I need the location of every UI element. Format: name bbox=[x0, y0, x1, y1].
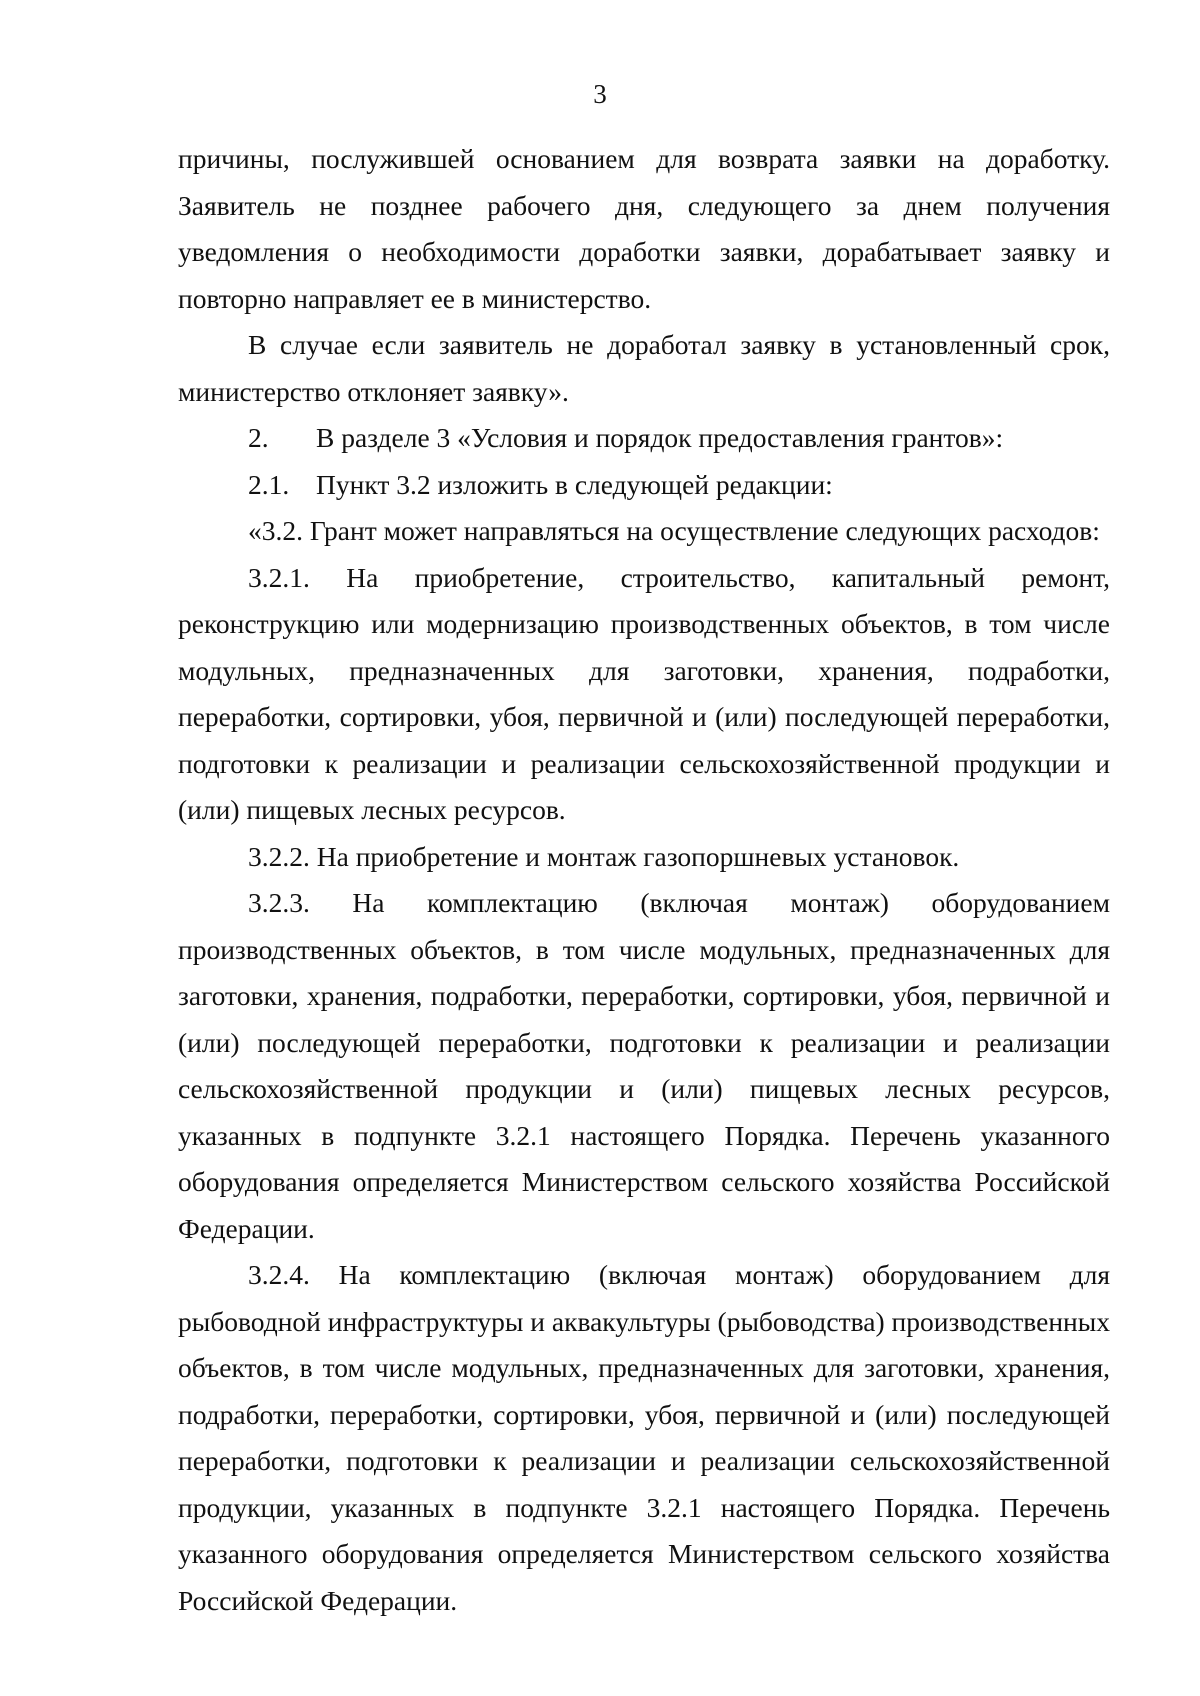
page-number: 3 bbox=[593, 79, 607, 109]
list-item-section-3 bbox=[178, 415, 1110, 462]
list-item-text: В разделе 3 «Условия и порядок предоставления грантов»: bbox=[316, 422, 1004, 453]
document-body bbox=[178, 136, 1110, 1624]
paragraph-3-2-1: 3.2.1. На приобретение, строительство, капитальный ремонт, реконструкцию или модернизацию производственных объектов, в том числе модульных, предназначенных для заготовки, хранения, подработки, переработки, сортировки, убоя, первичной и (или) последующей переработки, подготовки к реализации и реализации сельскохозяйственной продукции и (или) пищевых лесных ресурсов. bbox=[178, 561, 1110, 825]
list-item-point-3-2 bbox=[178, 462, 1110, 509]
list-item-text: Пункт 3.2 изложить в следующей редакции: bbox=[316, 468, 833, 500]
paragraph-rejection: В случае если заявитель не доработал заявку в установленный срок, министерство отклоняет заявку». bbox=[178, 329, 1110, 407]
paragraph-3-2: «3.2. Грант может направляться на осуществление следующих расходов: bbox=[248, 515, 1100, 546]
paragraph-return-reason: причины, послужившей основанием для возврата заявки на доработку. Заявитель не позднее рабочего дня, следующего за днем получения уведомления о необходимости доработки заявки, дорабатывает заявку и повторно направляет ее в министерство. bbox=[178, 143, 1110, 314]
paragraph-3-2-4: 3.2.4. На комплектацию (включая монтаж) оборудованием для рыбоводной инфраструктуры и аквакультуры (рыбоводства) производственных объектов, в том числе модульных, предназначенных для заготовки, хранения, подработки, переработки, сортировки, убоя, первичной и (или) последующей переработки, подготовки к реализации и реализации сельскохозяйственной продукции, указанных в подпункте 3.2.1 настоящего Порядка. Перечень указанного оборудования определяется Министерством сельского хозяйства Российской Федерации. bbox=[178, 1259, 1110, 1616]
list-item-number: 2.1. bbox=[248, 468, 290, 500]
paragraph-3-2-3: 3.2.3. На комплектацию (включая монтаж) оборудованием производственных объектов, в том числе модульных, предназначенных для заготовки, хранения, подработки, переработки, сортировки, убоя, первичной и (или) последующей переработки, подготовки к реализации и реализации сельскохозяйственной продукции и (или) пищевых лесных ресурсов, указанных в подпункте 3.2.1 настоящего Порядка. Перечень указанного оборудования определяется Министерством сельского хозяйства Российской Федерации. bbox=[178, 887, 1110, 1244]
paragraph-3-2-2: 3.2.2. На приобретение и монтаж газопоршневых установок. bbox=[248, 840, 960, 872]
list-item-number: 2. bbox=[248, 422, 269, 453]
